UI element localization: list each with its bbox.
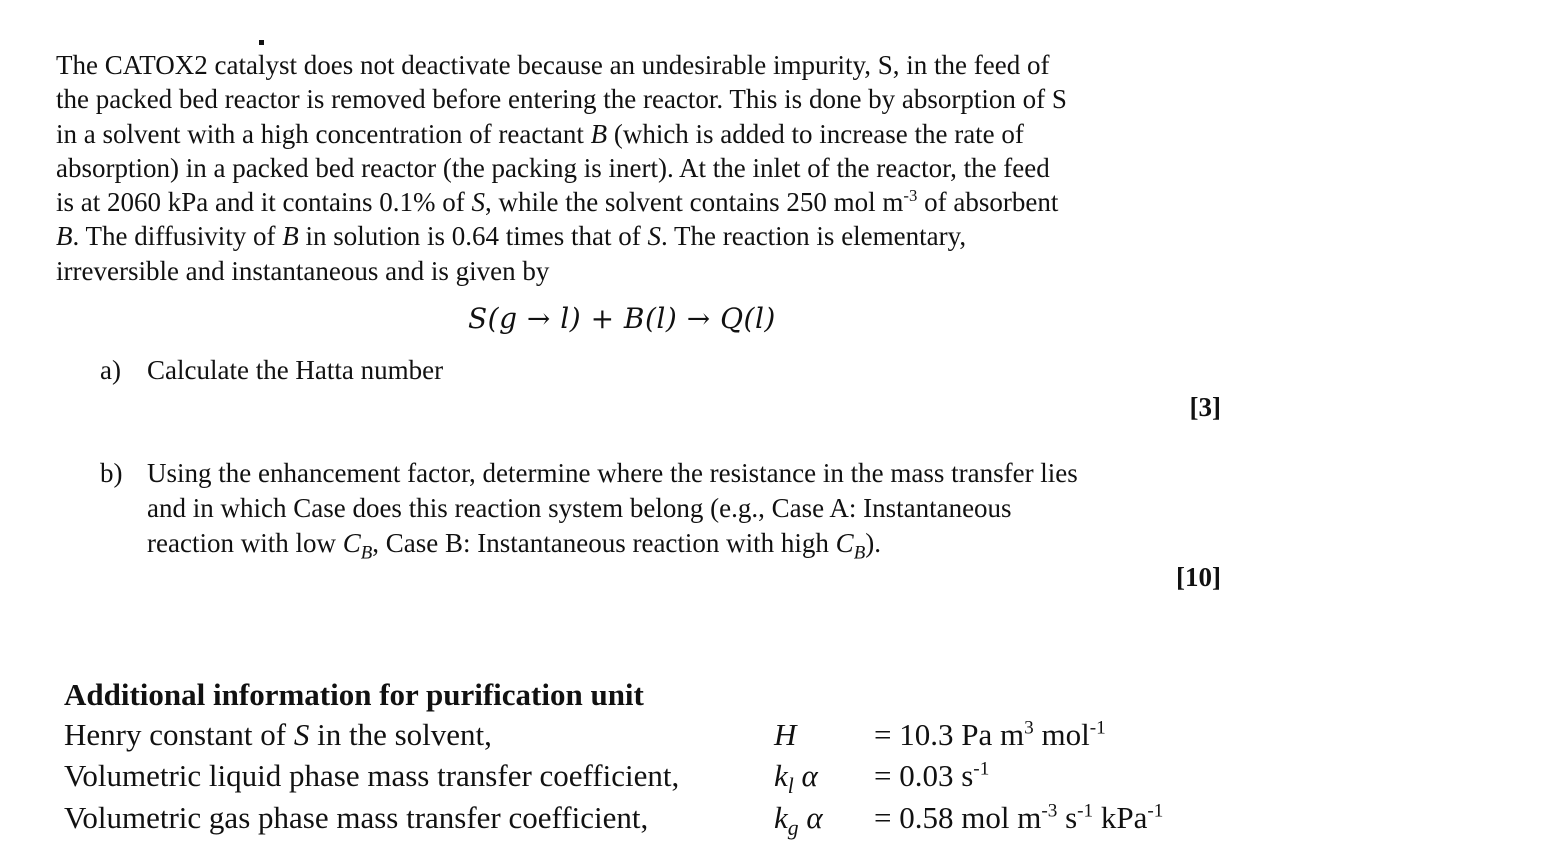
info-symbol [774,758,818,799]
intro-line-7: irreversible and instantaneous and is given by [56,255,550,286]
info-symbol: H [774,717,797,752]
intro-line-3 [56,117,1196,151]
info-label: Volumetric liquid phase mass transfer coefficient, [64,758,680,793]
value-part: kPa [1093,800,1148,835]
problem-statement [56,48,1196,288]
info-label-a: Henry constant of [64,717,294,752]
question-b-line-3-c: ). [865,528,881,558]
info-value [874,800,1163,836]
var-b: B [590,118,608,149]
intro-line-5-text: is at 2060 kPa and it contains 0.1% of [56,187,472,218]
question-b-line-1: Using the enhancement factor, determine where the resistance in the mass transfer lies [147,458,1078,488]
var-s: S [647,221,661,252]
info-label: Volumetric gas phase mass transfer coefficient, [64,800,649,835]
intro-line-6 [56,219,1196,253]
subscript-b: B [853,542,866,564]
exponent: -1 [1089,717,1106,739]
question-b-line-2: and in which Case does this reaction system belong (e.g., Case A: Instantaneous [147,493,1012,523]
info-label [64,717,492,753]
intro-line-3-rest: (which is added to increase the rate of [607,118,1024,149]
intro-line-6-mid1: . The diffusivity of [72,221,283,252]
exponent: 3 [1024,717,1034,739]
intro-line-2: the packed bed reactor is removed before entering the reactor. This is done by absorption of S [56,84,1067,115]
subscript-l: l [787,774,794,799]
info-symbol [774,800,823,841]
intro-line-5-end: of absorbent [917,187,1059,218]
info-value [874,717,1106,753]
question-b-line-3-b: , Case B: Instantaneous reaction with high [372,528,836,558]
reaction-equation: S(g → l) + B(l) → Q(l) [468,302,776,335]
value-part: s [1057,800,1078,835]
question-b-marks: [10] [1176,562,1221,592]
intro-line-6-mid2: in solution is 0.64 times that of [298,221,648,252]
intro-line-3-text: in a solvent with a high concentration of reactant [56,118,591,149]
symbol-k: k [774,758,788,793]
var-b: B [56,221,73,252]
stray-mark [259,40,264,45]
exponent: -1 [973,758,990,780]
question-b-line-3 [147,526,881,564]
exponent: -1 [1147,800,1164,822]
info-value [874,758,989,794]
symbol-alpha: α [798,800,823,835]
info-title: Additional information for purification unit [64,677,644,712]
question-b-line-3-a: reaction with low [147,528,343,558]
intro-line-5 [56,185,1196,219]
question-b-label: b) [100,458,123,488]
intro-line-1: The CATOX2 catalyst does not deactivate because an undesirable impurity, S, in the feed of [56,50,1050,80]
symbol-alpha: α [793,758,818,793]
question-a-label: a) [100,355,121,385]
exponent: -3 [903,186,918,206]
value-part: = 0.03 s [874,758,974,793]
value-part: mol [1033,717,1090,752]
info-label-b: in the solvent, [309,717,492,752]
var-s: S [471,187,485,218]
intro-line-4: absorption) in a packed bed reactor (the packing is inert). At the inlet of the reactor, the feed [56,152,1050,183]
var-c: C [342,528,361,558]
question-a-text: Calculate the Hatta number [147,355,444,385]
exponent: -1 [1077,800,1094,822]
symbol-k: k [774,800,788,835]
exponent: -3 [1041,800,1058,822]
intro-line-5-mid: , while the solvent contains 250 mol m [484,187,904,218]
var-c: C [835,528,854,558]
var-s: S [293,717,310,752]
subscript-b: B [360,542,373,564]
intro-line-6-end: . The reaction is elementary, [661,221,967,252]
value-part: = 10.3 Pa m [874,717,1025,752]
question-a-marks: [3] [1189,392,1221,422]
subscript-g: g [787,816,799,841]
value-part: = 0.58 mol m [874,800,1042,835]
var-b: B [282,221,299,252]
